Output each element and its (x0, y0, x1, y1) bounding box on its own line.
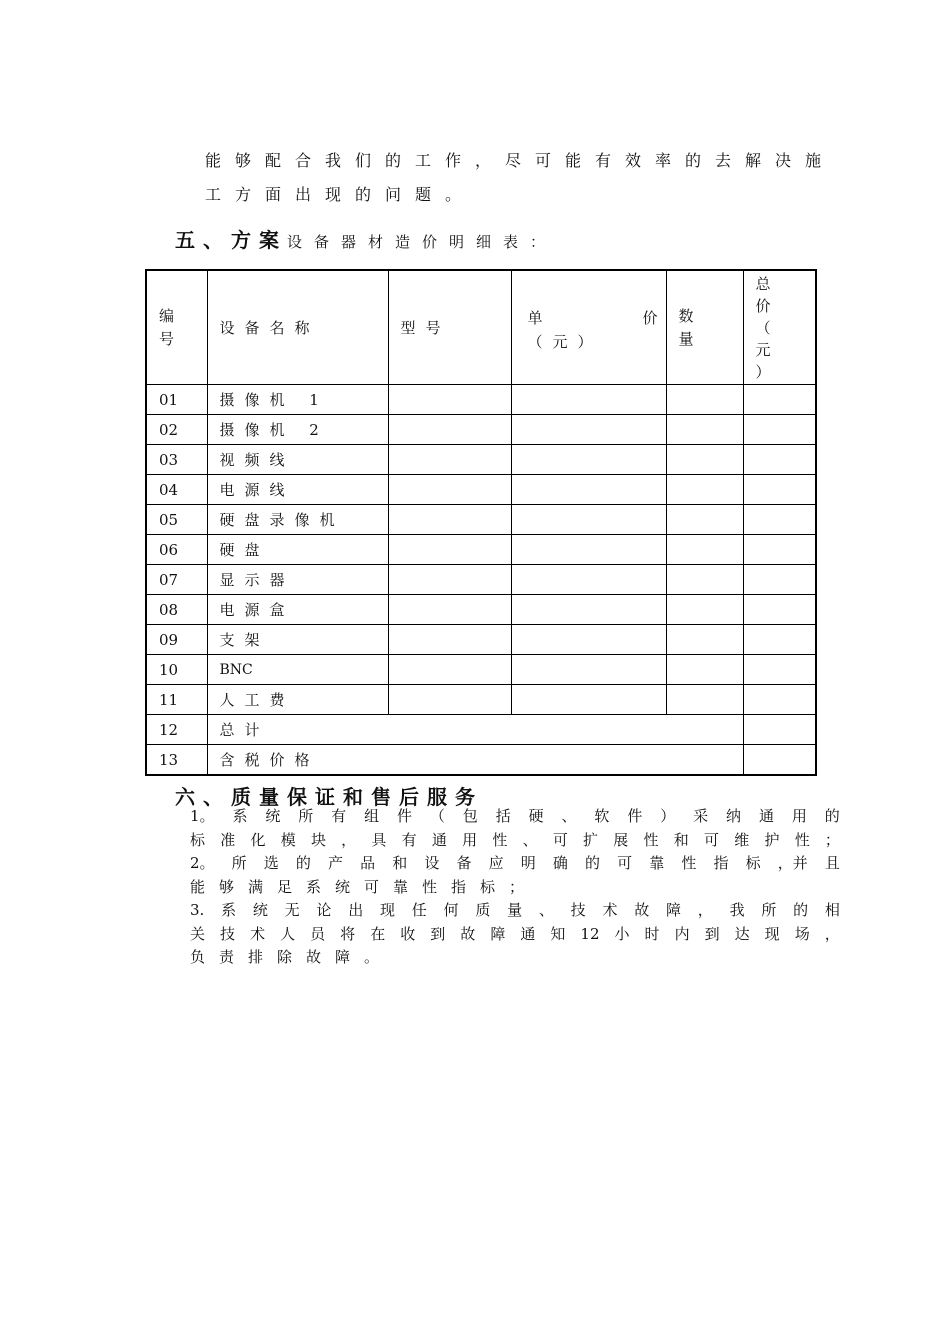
char-token: 用 (462, 830, 478, 849)
table-row (146, 625, 816, 655)
char-token: 件 (396, 807, 412, 825)
char-token: 块 (310, 830, 326, 849)
char-token: 维 (734, 830, 750, 849)
char-token: ） (660, 807, 676, 825)
char-token: 指 (713, 854, 729, 872)
char-token: 设 (424, 854, 440, 872)
char-token: 障 (490, 924, 506, 943)
char-token: 员 (310, 924, 326, 943)
row-name: 电源盒 (207, 595, 388, 625)
char-token: 无 (284, 901, 300, 919)
char-token: 相 (824, 901, 840, 919)
row-no: 01 (146, 385, 207, 415)
table-row (146, 445, 816, 475)
service-line-4: 能够满足系统可靠性指标； (190, 877, 539, 896)
char-token: 现 (764, 924, 780, 943)
service-line-7: 负责排除故障。 (190, 948, 394, 966)
row-no: 11 (146, 685, 207, 715)
char-token: 通 (520, 924, 536, 943)
service-line-3 (190, 852, 840, 876)
char-token: 论 (316, 901, 332, 919)
char-token: 和 (392, 854, 408, 872)
char-token: 化 (250, 830, 266, 849)
intro-line-1: 能够配合我们的工作，尽可能有效率的去解决施 (205, 151, 836, 170)
char-token: 具 (371, 830, 387, 849)
char-token: 场 (794, 924, 810, 943)
row-no: 08 (146, 595, 207, 625)
char-token: 备 (456, 854, 472, 872)
char-token: 性 (681, 854, 697, 872)
char-token: 、 (561, 807, 577, 825)
table-row (146, 565, 816, 595)
char-token: 所 (231, 854, 247, 872)
row-no: 06 (146, 535, 207, 565)
char-token: 、 (522, 830, 538, 849)
char-token: 我 (729, 901, 745, 919)
char-token: 的 (295, 854, 311, 872)
table-row (146, 685, 816, 715)
char-token: 到 (430, 924, 446, 943)
char-token: 护 (764, 830, 780, 849)
header-unit-price: 单 价 （元） (511, 270, 666, 385)
header-total-price: 总 价 （ 元 ） (743, 270, 816, 385)
char-token: ， (697, 901, 713, 919)
char-token: 括 (495, 807, 511, 825)
row-name: 硬盘录像机 (207, 505, 388, 535)
char-token: ， (341, 830, 357, 849)
equipment-cost-table (145, 269, 817, 776)
table-row (146, 475, 816, 505)
service-line-2 (190, 829, 840, 853)
char-token: 有 (331, 807, 347, 825)
char-token: 组 (364, 807, 380, 825)
char-token: 12 (580, 924, 600, 943)
row-no: 05 (146, 505, 207, 535)
char-token: 统 (252, 901, 268, 919)
section-5-subtitle: 设备器材造价明细表： (287, 233, 558, 251)
row-no: 02 (146, 415, 207, 445)
char-token: 通 (431, 830, 447, 849)
row-name: 含税价格 (207, 745, 743, 776)
char-token: 的 (585, 854, 601, 872)
row-no: 03 (146, 445, 207, 475)
table-row (146, 655, 816, 685)
char-token: 模 (280, 830, 296, 849)
header-model: 型号 (388, 270, 511, 385)
char-token: 有 (401, 830, 417, 849)
char-token: 标 (190, 830, 206, 849)
char-token: 障 (666, 901, 682, 919)
char-token: 明 (520, 854, 536, 872)
char-token: 可 (552, 830, 568, 849)
char-token: 和 (673, 830, 689, 849)
char-token: 时 (644, 924, 660, 943)
char-token: 且 (824, 854, 840, 872)
row-name: 总计 (207, 715, 743, 745)
table-row (146, 505, 816, 535)
table-summary-row (146, 745, 816, 776)
char-token: （ (429, 807, 445, 825)
service-line-6 (190, 923, 840, 947)
char-token: 应 (488, 854, 504, 872)
char-token: 到 (704, 924, 720, 943)
char-token: 技 (220, 924, 236, 943)
char-token: 何 (443, 901, 459, 919)
row-name: 摄像机 2 (207, 415, 388, 445)
char-token: 知 (550, 924, 566, 943)
char-token: ，并 (777, 854, 808, 872)
char-token: 纳 (726, 807, 742, 825)
char-token: 的 (824, 807, 840, 825)
row-name: 支架 (207, 625, 388, 655)
section-5-title: 五、方案 (175, 228, 287, 252)
row-no: 13 (146, 745, 207, 776)
char-token: 出 (348, 901, 364, 919)
service-line-5 (190, 899, 840, 923)
service-line-1 (190, 805, 840, 829)
char-token: 人 (280, 924, 296, 943)
section-5-heading (175, 224, 557, 253)
char-token: 软 (594, 807, 610, 825)
char-token: 、 (538, 901, 554, 919)
char-token: 通 (758, 807, 774, 825)
char-token: 小 (614, 924, 630, 943)
char-token: 1。 (190, 807, 215, 825)
char-token: 性 (643, 830, 659, 849)
char-token: 产 (328, 854, 344, 872)
row-no: 07 (146, 565, 207, 595)
table-row (146, 385, 816, 415)
char-token: ， (824, 924, 840, 943)
char-token: 准 (220, 830, 236, 849)
char-token: 质 (475, 901, 491, 919)
char-token: 统 (265, 807, 281, 825)
char-token: 3. (190, 901, 205, 919)
char-token: 现 (379, 901, 395, 919)
char-token: 术 (250, 924, 266, 943)
header-quantity: 数 量 (666, 270, 743, 385)
char-token: 确 (552, 854, 568, 872)
table-header-row (146, 270, 816, 385)
char-token: 展 (613, 830, 629, 849)
char-token: 用 (791, 807, 807, 825)
char-token: 选 (263, 854, 279, 872)
row-no: 04 (146, 475, 207, 505)
row-no: 10 (146, 655, 207, 685)
char-token: 技 (570, 901, 586, 919)
char-token: 性 (794, 830, 810, 849)
row-name: 视频线 (207, 445, 388, 475)
char-token: 量 (507, 901, 523, 919)
char-token: 所 (761, 901, 777, 919)
header-no: 编 号 (146, 270, 207, 385)
row-name: 硬盘 (207, 535, 388, 565)
char-token: 收 (400, 924, 416, 943)
table-row (146, 595, 816, 625)
char-token: 将 (340, 924, 356, 943)
char-token: 达 (734, 924, 750, 943)
service-terms (190, 805, 840, 970)
row-no: 09 (146, 625, 207, 655)
char-token: 关 (190, 924, 206, 943)
char-token: 任 (411, 901, 427, 919)
row-name: BNC (207, 655, 388, 685)
header-name: 设备名称 (207, 270, 388, 385)
table-summary-row (146, 715, 816, 745)
char-token: 内 (674, 924, 690, 943)
char-token: 系 (232, 807, 248, 825)
char-token: 性 (492, 830, 508, 849)
char-token: 可 (617, 854, 633, 872)
char-token: 术 (602, 901, 618, 919)
char-token: 标 (745, 854, 761, 872)
char-token: 故 (634, 901, 650, 919)
row-name: 显示器 (207, 565, 388, 595)
char-token: ； (824, 830, 840, 849)
char-token: 系 (221, 901, 237, 919)
char-token: 故 (460, 924, 476, 943)
char-token: 在 (370, 924, 386, 943)
row-name: 电源线 (207, 475, 388, 505)
char-token: 硬 (528, 807, 544, 825)
char-token: 扩 (583, 830, 599, 849)
row-name: 摄像机 1 (207, 385, 388, 415)
char-token: 靠 (649, 854, 665, 872)
char-token: 所 (298, 807, 314, 825)
char-token: 2。 (190, 854, 215, 872)
intro-line-2: 工方面出现的问题。 (205, 185, 476, 204)
table-row (146, 415, 816, 445)
table-row (146, 535, 816, 565)
char-token: 包 (462, 807, 478, 825)
char-token: 可 (703, 830, 719, 849)
row-name: 人工费 (207, 685, 388, 715)
char-token: 件 (627, 807, 643, 825)
section-6-title: 六、质量保证和售后服务 (175, 785, 483, 809)
char-token: 的 (793, 901, 809, 919)
char-token: 品 (360, 854, 376, 872)
char-token: 采 (693, 807, 709, 825)
row-no: 12 (146, 715, 207, 745)
